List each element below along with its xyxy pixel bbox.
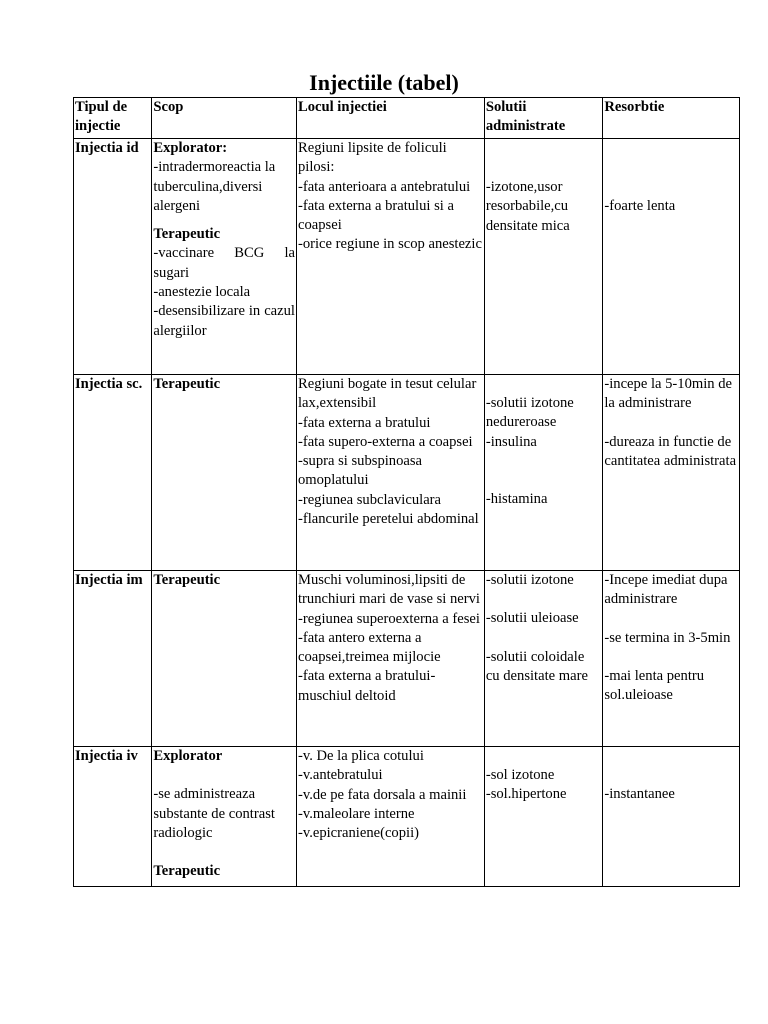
solutii-item: -sol izotone bbox=[485, 767, 555, 783]
table-row-id bbox=[74, 139, 740, 375]
solutii-cell bbox=[484, 139, 603, 375]
solutii-cell bbox=[484, 375, 603, 571]
loc-item: -v.de pe fata dorsala a mainii bbox=[297, 786, 467, 803]
loc-item: -fata supero-externa a coapsei bbox=[297, 433, 473, 450]
resorbtie-item: -dureaza in functie de cantitatea administrata bbox=[604, 433, 737, 469]
scop-item: -desensibilizare in cazul alergiilor bbox=[153, 303, 295, 339]
table-row-sc bbox=[74, 375, 740, 571]
resorbtie-item: -foarte lenta bbox=[604, 198, 676, 214]
scop-terapeutic-label: Terapeutic bbox=[153, 863, 221, 880]
resorbtie-cell bbox=[603, 571, 740, 747]
loc-item: -v. De la plica cotului bbox=[297, 748, 424, 764]
loc-cell bbox=[296, 375, 484, 571]
loc-item: -flancurile peretelui abdominal bbox=[297, 511, 479, 528]
scop-terapeutic-label: Terapeutic bbox=[153, 376, 221, 392]
solutii-cell bbox=[484, 747, 603, 887]
header-cell: Scop bbox=[152, 98, 297, 139]
header-cell: Locul injectiei bbox=[296, 98, 484, 139]
injections-table bbox=[73, 97, 740, 887]
solutii-cell bbox=[484, 571, 603, 747]
header-cell: Resorbtie bbox=[603, 98, 740, 139]
solutii-item: -solutii coloidale cu densitate mare bbox=[485, 648, 588, 684]
resorbtie-cell bbox=[603, 139, 740, 375]
solutii-item: -insulina bbox=[485, 433, 537, 450]
table-row-im bbox=[74, 571, 740, 747]
solutii-item: -sol.hipertone bbox=[485, 786, 567, 803]
loc-item: -orice regiune in scop anestezic bbox=[297, 236, 482, 253]
loc-item: -fata externa a bratului si a coapsei bbox=[297, 197, 454, 234]
scop-explorator-label: Explorator bbox=[153, 748, 223, 764]
scop-terapeutic-label: Terapeutic bbox=[153, 572, 221, 588]
resorbtie-item: -Incepe imediat dupa administrare bbox=[604, 572, 728, 608]
loc-item: -regiunea superoexterna a fesei bbox=[297, 610, 480, 627]
loc-cell bbox=[296, 747, 484, 887]
solutii-item: -solutii uleioase bbox=[485, 610, 579, 627]
resorbtie-cell bbox=[603, 375, 740, 571]
row-type: Injectia iv bbox=[74, 747, 152, 887]
row-type: Injectia sc. bbox=[74, 375, 152, 571]
solutii-item: -solutii izotone bbox=[485, 572, 574, 588]
loc-item: -v.maleolare interne bbox=[297, 805, 415, 822]
scop-explorator-text: -intradermoreactia la tuberculina,diversi alergeni bbox=[153, 159, 276, 214]
loc-cell bbox=[296, 139, 484, 375]
table-header-row bbox=[74, 98, 740, 139]
loc-item: -fata externa a bratului-muschiul deltoid bbox=[297, 668, 436, 704]
scop-cell bbox=[152, 375, 297, 571]
loc-item: Muschi voluminosi,lipsiti de trunchiuri mari de vase si nervi bbox=[297, 572, 480, 608]
loc-item: -fata anterioara a antebratului bbox=[297, 178, 471, 195]
resorbtie-item: -mai lenta pentru sol.uleioase bbox=[604, 667, 705, 704]
header-cell: Tipul de injectie bbox=[74, 98, 152, 139]
loc-item: -v.epicraniene(copii) bbox=[297, 825, 419, 842]
loc-item: -v.antebratului bbox=[297, 767, 383, 784]
loc-item: -fata externa a bratului bbox=[297, 414, 431, 431]
header-cell: Solutii administrate bbox=[484, 98, 603, 139]
scop-cell bbox=[152, 571, 297, 747]
resorbtie-item: -instantanee bbox=[604, 786, 675, 802]
loc-item: Regiuni lipsite de foliculi pilosi: bbox=[297, 140, 447, 176]
resorbtie-item: -incepe la 5-10min de la administrare bbox=[604, 376, 733, 412]
page-title: Injectiile (tabel) bbox=[309, 70, 459, 95]
loc-item: Regiuni bogate in tesut celular lax,extensibil bbox=[297, 376, 477, 412]
scop-cell bbox=[152, 139, 297, 375]
scop-cell bbox=[152, 747, 297, 887]
solutii-item: -izotone,usor resorbabile,cu densitate mica bbox=[485, 179, 570, 234]
loc-item: -supra si subspinoasa omoplatului bbox=[297, 453, 423, 489]
solutii-item: -solutii izotone nedureroase bbox=[485, 395, 574, 431]
loc-item: -fata antero externa a coapsei,treimea mijlocie bbox=[297, 629, 441, 666]
scop-explorator-text: -se administreaza substante de contrast radiologic bbox=[153, 786, 275, 841]
resorbtie-item: -se termina in 3-5min bbox=[604, 629, 731, 646]
row-type: Injectia id bbox=[74, 139, 152, 375]
scop-item: -anestezie locala bbox=[153, 284, 251, 301]
row-type: Injectia im bbox=[74, 571, 152, 747]
scop-terapeutic-label: Terapeutic bbox=[153, 226, 221, 243]
loc-item: -regiunea subclaviculara bbox=[297, 491, 442, 508]
table-row-iv bbox=[74, 747, 740, 887]
loc-cell bbox=[296, 571, 484, 747]
resorbtie-cell bbox=[603, 747, 740, 887]
scop-explorator-label: Explorator: bbox=[153, 140, 228, 156]
scop-item: -vaccinare BCG la sugari bbox=[153, 245, 295, 281]
solutii-item: -histamina bbox=[485, 490, 548, 507]
